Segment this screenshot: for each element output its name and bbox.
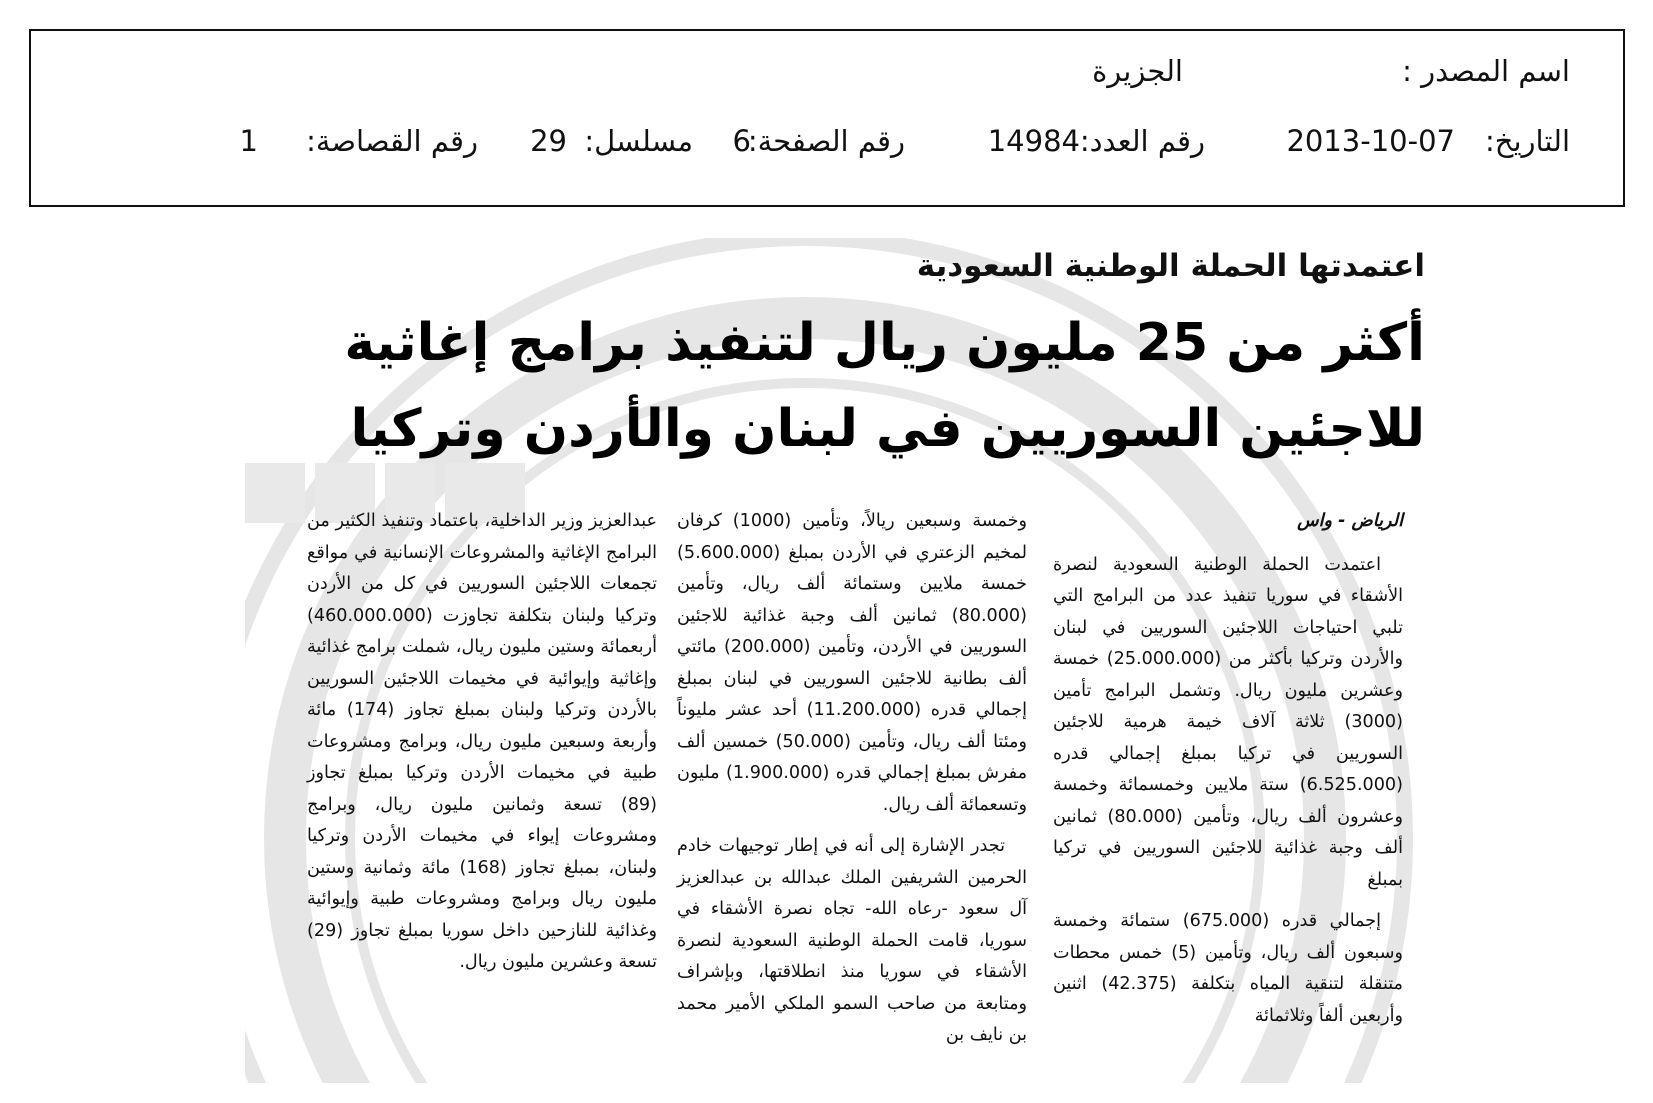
- date-value: 2013-10-07: [1286, 124, 1455, 158]
- headline-line-2: للاجئين السوريين في لبنان والأردن وتركيا: [350, 399, 1425, 459]
- article-kicker: اعتمدتها الحملة الوطنية السعودية: [916, 248, 1425, 284]
- newspaper-clipping: [245, 238, 1425, 1083]
- date-label: التاريخ:: [1484, 124, 1570, 158]
- clip-value: 1: [239, 124, 258, 158]
- article-dateline: الرياض - واس: [1297, 511, 1403, 531]
- source-value: الجزيرة: [1092, 54, 1183, 88]
- column-1-paragraph-2: إجمالي قدره (675.000) ستمائة وخمسة وسبعون ألف ريال، وتأمين (5) خمس محطات متنقلة لتنقية المياه بتكلفة (42.375) اثنين وأربعين ألفاً وثلاثمائة: [1053, 911, 1403, 1026]
- issue-value: 14984: [987, 124, 1080, 158]
- clip-label: رقم القصاصة:: [306, 124, 478, 158]
- column-2-paragraph-2: تجدر الإشارة إلى أنه في إطار توجيهات خادم الحرمين الشريفين الملك عبدالله بن عبدالعزيز آل سعود -رعاه الله- تجاه نصرة الأشقاء في سوريا، قامت الحملة الوطنية السعودية لنصرة الأشقاء في سوريا منذ انطلاقتها، وبإشراف ومتابعة من صاحب السمو الملكي الأمير محمد بن نايف بن: [677, 836, 1027, 1045]
- serial-value: 29: [530, 124, 567, 158]
- article-column-2: [677, 506, 1027, 1052]
- source-label: اسم المصدر :: [1402, 54, 1570, 88]
- article-headline: [245, 300, 1425, 472]
- issue-label: رقم العدد:: [1079, 124, 1205, 158]
- page-value: 6: [732, 124, 751, 158]
- headline-line-1: أكثر من 25 مليون ريال لتنفيذ برامج إغاثية: [344, 313, 1425, 373]
- article-column-1: [1053, 506, 1403, 1032]
- page-label: رقم الصفحة:: [747, 124, 905, 158]
- column-2-paragraph-1: وخمسة وسبعين ريالاً، وتأمين (1000) كرفان لمخيم الزعتري في الأردن بمبلغ (5.600.000) خمسة ملايين وستمائة ألف ريال، وتأمين (80.000) ثمانين ألف وجبة غذائية للاجئين السوريين في الأردن، وتأمين (200.000) مائتي ألف بطانية للاجئين السوريين في لبنان بمبلغ إجمالي قدره (11.200.000) أحد عشر مليوناً ومئتا ألف ريال، وتأمين (50.000) خمسين ألف مفرش بمبلغ إجمالي قدره (1.900.000) مليون وتسعمائة ألف ريال.: [677, 511, 1027, 815]
- article-column-3: [307, 506, 657, 979]
- column-3-paragraph-1: عبدالعزيز وزير الداخلية، باعتماد وتنفيذ الكثير من البرامج الإغاثية والمشروعات الإنسانية في مواقع تجمعات اللاجئين السوريين في كل من الأردن وتركيا ولبنان بتكلفة تجاوزت (460.000.000) أربعمائة وستين مليون ريال، شملت برامج غذائية وإغاثية وإيوائية في مخيمات اللاجئين السوريين بالأردن وتركيا ولبنان بمبلغ تجاوز (174) مائة وأربعة وسبعين مليون ريال، وبرامج ومشروعات طبية في مخيمات الأردن وتركيا بمبلغ تجاوز (89) تسعة وثمانين مليون ريال، وبرامج ومشروعات إيواء في مخيمات الأردن وتركيا ولبنان، بمبلغ تجاوز (168) مائة وثمانية وستين مليون ريال وبرامج ومشروعات طبية وإيوائية وغذائية للنازحين داخل سوريا بمبلغ تجاوز (29) تسعة وعشرين مليون ريال.: [307, 511, 657, 972]
- column-1-paragraph-1: اعتمدت الحملة الوطنية السعودية لنصرة الأشقاء في سوريا تنفيذ عدد من البرامج التي تلبي احتياجات اللاجئين السوريين في لبنان والأردن وتركيا بأكثر من (25.000.000) خمسة وعشرين مليون ريال. وتشمل البرامج تأمين (3000) ثلاثة آلاف خيمة هرمية للاجئين السوريين في تركيا بمبلغ إجمالي قدره (6.525.000) ستة ملايين وخمسمائة وخمسة وعشرون ألف ريال، وتأمين (80.000) ثمانين ألف وجبة غذائية للاجئين السوريين في تركيا بمبلغ: [1053, 554, 1403, 890]
- source-info-box: [29, 29, 1625, 207]
- serial-label: مسلسل:: [584, 124, 693, 158]
